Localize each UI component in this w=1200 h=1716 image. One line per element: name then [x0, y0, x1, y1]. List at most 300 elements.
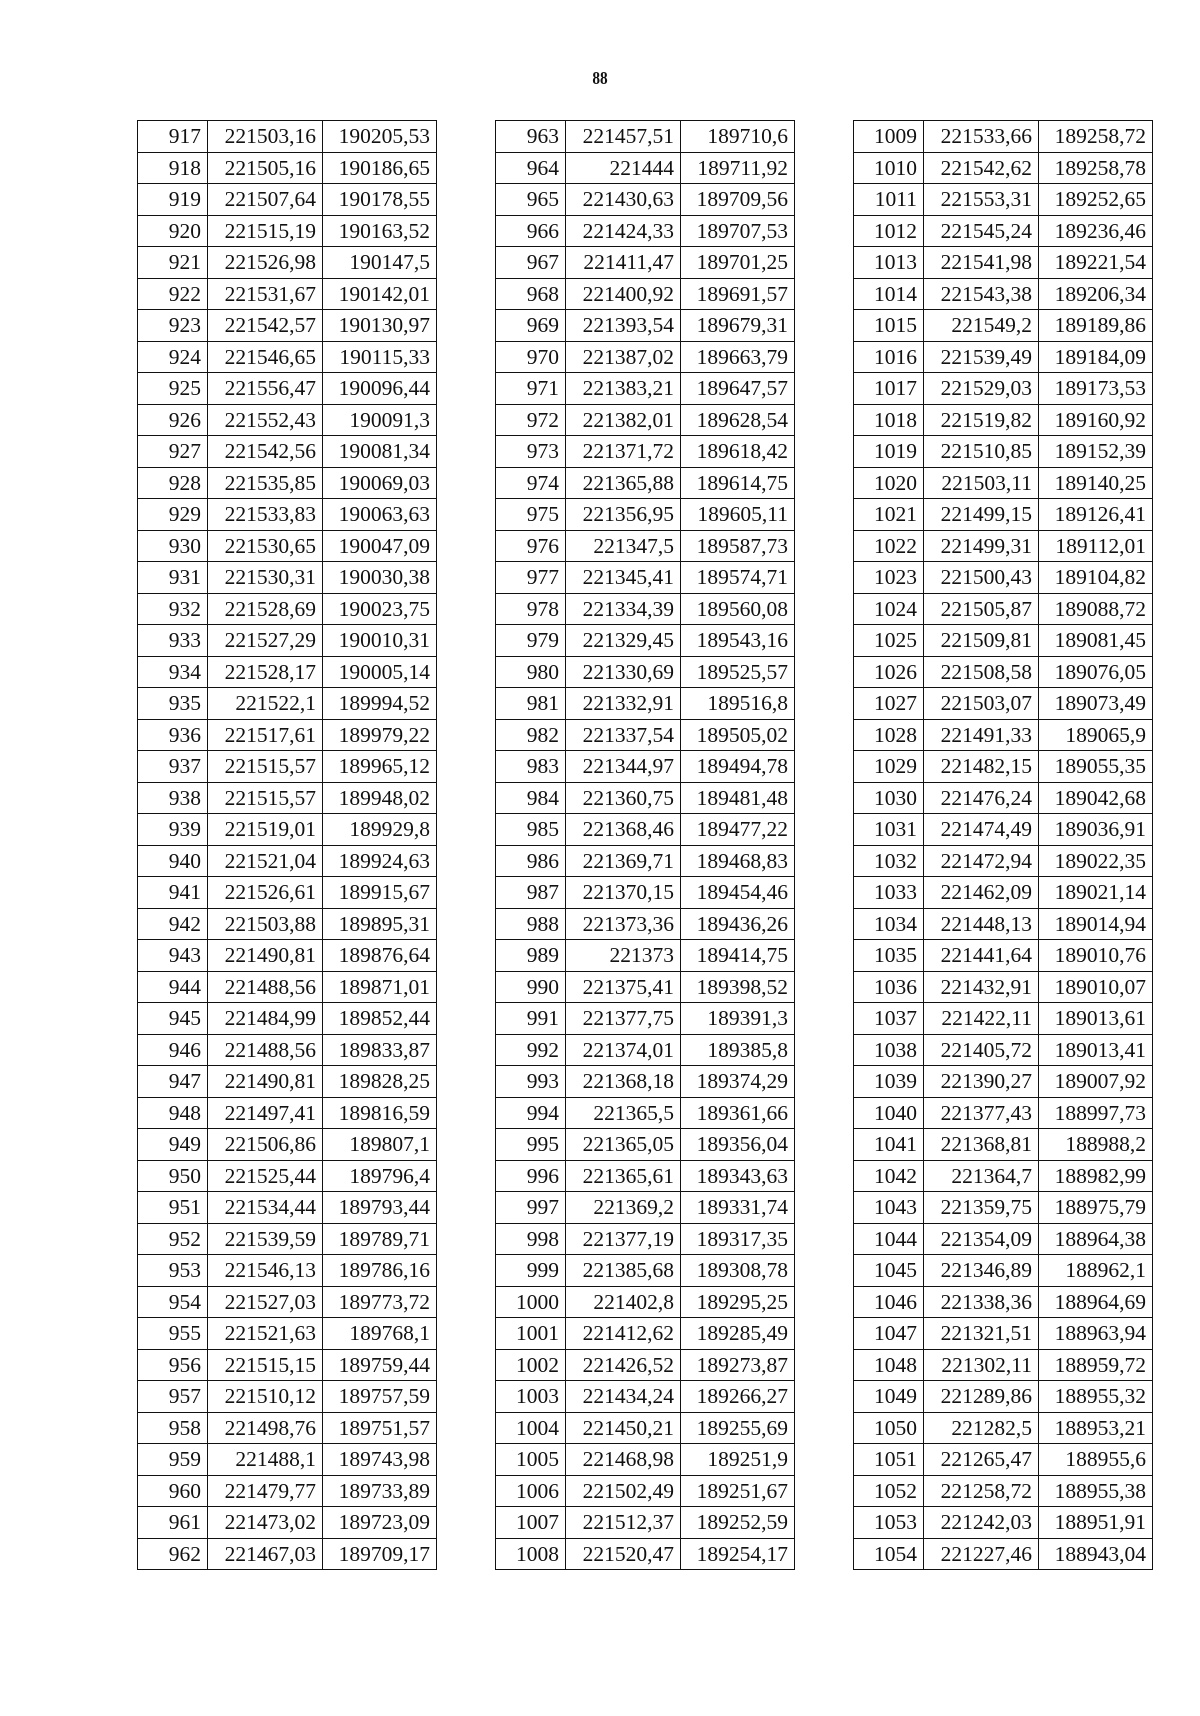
- table-row: [138, 404, 437, 436]
- table-row: [138, 1507, 437, 1539]
- table-row: [854, 1223, 1153, 1255]
- x-coordinate-cell: 221448,13: [924, 908, 1039, 940]
- table-row: [854, 1286, 1153, 1318]
- table-row: [138, 373, 437, 405]
- point-number-cell: 1051: [854, 1444, 924, 1476]
- table-row: [854, 215, 1153, 247]
- x-coordinate-cell: 221519,01: [208, 814, 323, 846]
- table-row: [138, 184, 437, 216]
- x-coordinate-cell: 221515,57: [208, 751, 323, 783]
- point-number-cell: 1005: [496, 1444, 566, 1476]
- x-coordinate-cell: 221499,15: [924, 499, 1039, 531]
- table-row: [854, 782, 1153, 814]
- x-coordinate-cell: 221377,19: [566, 1223, 681, 1255]
- y-coordinate-cell: 189081,45: [1039, 625, 1153, 657]
- x-coordinate-cell: 221505,87: [924, 593, 1039, 625]
- x-coordinate-cell: 221541,98: [924, 247, 1039, 279]
- x-coordinate-cell: 221412,62: [566, 1318, 681, 1350]
- x-coordinate-cell: 221321,51: [924, 1318, 1039, 1350]
- y-coordinate-cell: 188955,32: [1039, 1381, 1153, 1413]
- point-number-cell: 946: [138, 1034, 208, 1066]
- point-number-cell: 917: [138, 121, 208, 153]
- y-coordinate-cell: 189255,69: [681, 1412, 795, 1444]
- table-row: [854, 940, 1153, 972]
- table-row: [854, 1475, 1153, 1507]
- x-coordinate-cell: 221360,75: [566, 782, 681, 814]
- y-coordinate-cell: 189786,16: [323, 1255, 437, 1287]
- point-number-cell: 1025: [854, 625, 924, 657]
- x-coordinate-cell: 221528,17: [208, 656, 323, 688]
- table-row: [854, 1129, 1153, 1161]
- x-coordinate-cell: 221534,44: [208, 1192, 323, 1224]
- point-number-cell: 921: [138, 247, 208, 279]
- point-number-cell: 948: [138, 1097, 208, 1129]
- point-number-cell: 1049: [854, 1381, 924, 1413]
- y-coordinate-cell: 189331,74: [681, 1192, 795, 1224]
- table-row: [138, 247, 437, 279]
- x-coordinate-cell: 221531,67: [208, 278, 323, 310]
- x-coordinate-cell: 221400,92: [566, 278, 681, 310]
- y-coordinate-cell: 189173,53: [1039, 373, 1153, 405]
- y-coordinate-cell: 190115,33: [323, 341, 437, 373]
- point-number-cell: 1020: [854, 467, 924, 499]
- y-coordinate-cell: 189516,8: [681, 688, 795, 720]
- point-number-cell: 1021: [854, 499, 924, 531]
- y-coordinate-cell: 189915,67: [323, 877, 437, 909]
- point-number-cell: 1027: [854, 688, 924, 720]
- point-number-cell: 1023: [854, 562, 924, 594]
- point-number-cell: 989: [496, 940, 566, 972]
- point-number-cell: 1001: [496, 1318, 566, 1350]
- x-coordinate-cell: 221498,76: [208, 1412, 323, 1444]
- table-row: [138, 1034, 437, 1066]
- table-row: [496, 877, 795, 909]
- table-row: [854, 1538, 1153, 1570]
- table-row: [138, 814, 437, 846]
- x-coordinate-cell: 221373,36: [566, 908, 681, 940]
- table-row: [854, 877, 1153, 909]
- x-coordinate-cell: 221334,39: [566, 593, 681, 625]
- y-coordinate-cell: 189587,73: [681, 530, 795, 562]
- table-row: [138, 530, 437, 562]
- x-coordinate-cell: 221337,54: [566, 719, 681, 751]
- x-coordinate-cell: 221356,95: [566, 499, 681, 531]
- y-coordinate-cell: 190069,03: [323, 467, 437, 499]
- x-coordinate-cell: 221282,5: [924, 1412, 1039, 1444]
- x-coordinate-cell: 221374,01: [566, 1034, 681, 1066]
- point-number-cell: 1033: [854, 877, 924, 909]
- table-row: [854, 719, 1153, 751]
- x-coordinate-cell: 221365,05: [566, 1129, 681, 1161]
- y-coordinate-cell: 189251,67: [681, 1475, 795, 1507]
- y-coordinate-cell: 190091,3: [323, 404, 437, 436]
- point-number-cell: 1007: [496, 1507, 566, 1539]
- table-row: [854, 404, 1153, 436]
- point-number-cell: 935: [138, 688, 208, 720]
- x-coordinate-cell: 221377,75: [566, 1003, 681, 1035]
- y-coordinate-cell: 189796,4: [323, 1160, 437, 1192]
- point-number-cell: 994: [496, 1097, 566, 1129]
- x-coordinate-cell: 221405,72: [924, 1034, 1039, 1066]
- point-number-cell: 979: [496, 625, 566, 657]
- x-coordinate-cell: 221344,97: [566, 751, 681, 783]
- point-number-cell: 971: [496, 373, 566, 405]
- x-coordinate-cell: 221387,02: [566, 341, 681, 373]
- x-coordinate-cell: 221510,12: [208, 1381, 323, 1413]
- y-coordinate-cell: 189895,31: [323, 908, 437, 940]
- table-row: [496, 562, 795, 594]
- y-coordinate-cell: 189055,35: [1039, 751, 1153, 783]
- y-coordinate-cell: 189374,29: [681, 1066, 795, 1098]
- point-number-cell: 924: [138, 341, 208, 373]
- point-number-cell: 1046: [854, 1286, 924, 1318]
- x-coordinate-cell: 221549,2: [924, 310, 1039, 342]
- y-coordinate-cell: 189088,72: [1039, 593, 1153, 625]
- table-row: [138, 1538, 437, 1570]
- y-coordinate-cell: 189618,42: [681, 436, 795, 468]
- table-row: [496, 310, 795, 342]
- y-coordinate-cell: 189852,44: [323, 1003, 437, 1035]
- y-coordinate-cell: 189385,8: [681, 1034, 795, 1066]
- point-number-cell: 931: [138, 562, 208, 594]
- x-coordinate-cell: 221365,61: [566, 1160, 681, 1192]
- table-row: [138, 719, 437, 751]
- y-coordinate-cell: 189254,17: [681, 1538, 795, 1570]
- y-coordinate-cell: 189924,63: [323, 845, 437, 877]
- table-row: [496, 1444, 795, 1476]
- x-coordinate-cell: 221526,61: [208, 877, 323, 909]
- y-coordinate-cell: 189112,01: [1039, 530, 1153, 562]
- point-number-cell: 928: [138, 467, 208, 499]
- point-number-cell: 923: [138, 310, 208, 342]
- y-coordinate-cell: 188964,69: [1039, 1286, 1153, 1318]
- point-number-cell: 1036: [854, 971, 924, 1003]
- table-row: [138, 121, 437, 153]
- table-row: [138, 1286, 437, 1318]
- table-row: [854, 593, 1153, 625]
- x-coordinate-cell: 221503,88: [208, 908, 323, 940]
- point-number-cell: 938: [138, 782, 208, 814]
- x-coordinate-cell: 221556,47: [208, 373, 323, 405]
- table-row: [854, 341, 1153, 373]
- x-coordinate-cell: 221543,38: [924, 278, 1039, 310]
- table-row: [854, 467, 1153, 499]
- y-coordinate-cell: 189543,16: [681, 625, 795, 657]
- table-row: [138, 1318, 437, 1350]
- x-coordinate-cell: 221373: [566, 940, 681, 972]
- x-coordinate-cell: 221490,81: [208, 1066, 323, 1098]
- point-number-cell: 934: [138, 656, 208, 688]
- point-number-cell: 926: [138, 404, 208, 436]
- x-coordinate-cell: 221482,15: [924, 751, 1039, 783]
- table-row: [138, 1223, 437, 1255]
- point-number-cell: 986: [496, 845, 566, 877]
- y-coordinate-cell: 189628,54: [681, 404, 795, 436]
- y-coordinate-cell: 189793,44: [323, 1192, 437, 1224]
- coordinate-table-1: [137, 120, 437, 1570]
- point-number-cell: 968: [496, 278, 566, 310]
- point-number-cell: 982: [496, 719, 566, 751]
- table-row: [138, 1066, 437, 1098]
- table-row: [496, 404, 795, 436]
- table-row: [854, 845, 1153, 877]
- point-number-cell: 953: [138, 1255, 208, 1287]
- y-coordinate-cell: 189707,53: [681, 215, 795, 247]
- point-number-cell: 1042: [854, 1160, 924, 1192]
- point-number-cell: 973: [496, 436, 566, 468]
- x-coordinate-cell: 221505,16: [208, 152, 323, 184]
- y-coordinate-cell: 189876,64: [323, 940, 437, 972]
- point-number-cell: 1032: [854, 845, 924, 877]
- table-row: [138, 562, 437, 594]
- y-coordinate-cell: 189285,49: [681, 1318, 795, 1350]
- y-coordinate-cell: 189252,65: [1039, 184, 1153, 216]
- y-coordinate-cell: 189663,79: [681, 341, 795, 373]
- point-number-cell: 1037: [854, 1003, 924, 1035]
- table-row: [138, 877, 437, 909]
- x-coordinate-cell: 221370,15: [566, 877, 681, 909]
- table-row: [496, 1097, 795, 1129]
- x-coordinate-cell: 221472,94: [924, 845, 1039, 877]
- table-row: [496, 1003, 795, 1035]
- table-row: [496, 1412, 795, 1444]
- point-number-cell: 951: [138, 1192, 208, 1224]
- x-coordinate-cell: 221530,31: [208, 562, 323, 594]
- x-coordinate-cell: 221468,98: [566, 1444, 681, 1476]
- table-row: [496, 688, 795, 720]
- table-row: [854, 1034, 1153, 1066]
- table-row: [496, 278, 795, 310]
- y-coordinate-cell: 189505,02: [681, 719, 795, 751]
- table-row: [854, 751, 1153, 783]
- table-row: [854, 278, 1153, 310]
- point-number-cell: 932: [138, 593, 208, 625]
- table-row: [496, 908, 795, 940]
- point-number-cell: 991: [496, 1003, 566, 1035]
- x-coordinate-cell: 221521,63: [208, 1318, 323, 1350]
- coordinate-table-2: [495, 120, 795, 1570]
- y-coordinate-cell: 188982,99: [1039, 1160, 1153, 1192]
- y-coordinate-cell: 189710,6: [681, 121, 795, 153]
- y-coordinate-cell: 188963,94: [1039, 1318, 1153, 1350]
- y-coordinate-cell: 189236,46: [1039, 215, 1153, 247]
- point-number-cell: 1034: [854, 908, 924, 940]
- point-number-cell: 940: [138, 845, 208, 877]
- table-row: [854, 1192, 1153, 1224]
- point-number-cell: 975: [496, 499, 566, 531]
- point-number-cell: 955: [138, 1318, 208, 1350]
- x-coordinate-cell: 221553,31: [924, 184, 1039, 216]
- y-coordinate-cell: 189709,17: [323, 1538, 437, 1570]
- y-coordinate-cell: 189073,49: [1039, 688, 1153, 720]
- x-coordinate-cell: 221365,5: [566, 1097, 681, 1129]
- y-coordinate-cell: 189965,12: [323, 751, 437, 783]
- point-number-cell: 1014: [854, 278, 924, 310]
- y-coordinate-cell: 189206,34: [1039, 278, 1153, 310]
- y-coordinate-cell: 189021,14: [1039, 877, 1153, 909]
- table-row: [496, 1318, 795, 1350]
- x-coordinate-cell: 221426,52: [566, 1349, 681, 1381]
- table-row: [138, 1349, 437, 1381]
- x-coordinate-cell: 221506,86: [208, 1129, 323, 1161]
- point-number-cell: 959: [138, 1444, 208, 1476]
- table-row: [138, 1097, 437, 1129]
- point-number-cell: 936: [138, 719, 208, 751]
- point-number-cell: 952: [138, 1223, 208, 1255]
- x-coordinate-cell: 221533,83: [208, 499, 323, 531]
- point-number-cell: 1038: [854, 1034, 924, 1066]
- point-number-cell: 1029: [854, 751, 924, 783]
- point-number-cell: 1018: [854, 404, 924, 436]
- y-coordinate-cell: 189574,71: [681, 562, 795, 594]
- point-number-cell: 945: [138, 1003, 208, 1035]
- table-row: [138, 278, 437, 310]
- point-number-cell: 984: [496, 782, 566, 814]
- table-row: [138, 1412, 437, 1444]
- y-coordinate-cell: 189773,72: [323, 1286, 437, 1318]
- x-coordinate-cell: 221474,49: [924, 814, 1039, 846]
- y-coordinate-cell: 188943,04: [1039, 1538, 1153, 1570]
- table-row: [496, 593, 795, 625]
- x-coordinate-cell: 221488,1: [208, 1444, 323, 1476]
- y-coordinate-cell: 189701,25: [681, 247, 795, 279]
- x-coordinate-cell: 221383,21: [566, 373, 681, 405]
- point-number-cell: 1008: [496, 1538, 566, 1570]
- x-coordinate-cell: 221441,64: [924, 940, 1039, 972]
- y-coordinate-cell: 189733,89: [323, 1475, 437, 1507]
- x-coordinate-cell: 221467,03: [208, 1538, 323, 1570]
- x-coordinate-cell: 221500,43: [924, 562, 1039, 594]
- y-coordinate-cell: 189743,98: [323, 1444, 437, 1476]
- y-coordinate-cell: 190163,52: [323, 215, 437, 247]
- x-coordinate-cell: 221457,51: [566, 121, 681, 153]
- x-coordinate-cell: 221368,81: [924, 1129, 1039, 1161]
- table-row: [496, 341, 795, 373]
- table-row: [496, 751, 795, 783]
- point-number-cell: 1035: [854, 940, 924, 972]
- x-coordinate-cell: 221517,61: [208, 719, 323, 751]
- table-row: [496, 1507, 795, 1539]
- table-row: [854, 1412, 1153, 1444]
- point-number-cell: 970: [496, 341, 566, 373]
- x-coordinate-cell: 221476,24: [924, 782, 1039, 814]
- x-coordinate-cell: 221526,98: [208, 247, 323, 279]
- table-row: [496, 971, 795, 1003]
- table-row: [138, 436, 437, 468]
- x-coordinate-cell: 221369,71: [566, 845, 681, 877]
- point-number-cell: 996: [496, 1160, 566, 1192]
- x-coordinate-cell: 221368,46: [566, 814, 681, 846]
- y-coordinate-cell: 189828,25: [323, 1066, 437, 1098]
- table-row: [854, 1066, 1153, 1098]
- y-coordinate-cell: 189013,41: [1039, 1034, 1153, 1066]
- x-coordinate-cell: 221371,72: [566, 436, 681, 468]
- table-row: [854, 121, 1153, 153]
- y-coordinate-cell: 189560,08: [681, 593, 795, 625]
- table-row: [138, 215, 437, 247]
- y-coordinate-cell: 190178,55: [323, 184, 437, 216]
- y-coordinate-cell: 189356,04: [681, 1129, 795, 1161]
- x-coordinate-cell: 221375,41: [566, 971, 681, 1003]
- point-number-cell: 1028: [854, 719, 924, 751]
- y-coordinate-cell: 189391,3: [681, 1003, 795, 1035]
- y-coordinate-cell: 189833,87: [323, 1034, 437, 1066]
- table-row: [496, 499, 795, 531]
- y-coordinate-cell: 189104,82: [1039, 562, 1153, 594]
- x-coordinate-cell: 221530,65: [208, 530, 323, 562]
- y-coordinate-cell: 189605,11: [681, 499, 795, 531]
- table-row: [496, 467, 795, 499]
- point-number-cell: 1041: [854, 1129, 924, 1161]
- point-number-cell: 1031: [854, 814, 924, 846]
- x-coordinate-cell: 221490,81: [208, 940, 323, 972]
- y-coordinate-cell: 189251,9: [681, 1444, 795, 1476]
- y-coordinate-cell: 190142,01: [323, 278, 437, 310]
- y-coordinate-cell: 189295,25: [681, 1286, 795, 1318]
- point-number-cell: 1053: [854, 1507, 924, 1539]
- x-coordinate-cell: 221479,77: [208, 1475, 323, 1507]
- table-row: [138, 940, 437, 972]
- point-number-cell: 965: [496, 184, 566, 216]
- x-coordinate-cell: 221424,33: [566, 215, 681, 247]
- table-row: [854, 1381, 1153, 1413]
- table-row: [854, 625, 1153, 657]
- table-row: [496, 814, 795, 846]
- y-coordinate-cell: 189709,56: [681, 184, 795, 216]
- point-number-cell: 1015: [854, 310, 924, 342]
- x-coordinate-cell: 221535,85: [208, 467, 323, 499]
- table-row: [138, 1475, 437, 1507]
- y-coordinate-cell: 190023,75: [323, 593, 437, 625]
- table-row: [138, 1381, 437, 1413]
- x-coordinate-cell: 221345,41: [566, 562, 681, 594]
- page-number: 88: [592, 68, 608, 88]
- y-coordinate-cell: 188953,21: [1039, 1412, 1153, 1444]
- point-number-cell: 997: [496, 1192, 566, 1224]
- table-row: [138, 656, 437, 688]
- x-coordinate-cell: 221359,75: [924, 1192, 1039, 1224]
- table-row: [854, 1444, 1153, 1476]
- point-number-cell: 947: [138, 1066, 208, 1098]
- y-coordinate-cell: 189007,92: [1039, 1066, 1153, 1098]
- y-coordinate-cell: 188955,6: [1039, 1444, 1153, 1476]
- table-row: [496, 1192, 795, 1224]
- point-number-cell: 960: [138, 1475, 208, 1507]
- table-row: [854, 908, 1153, 940]
- x-coordinate-cell: 221385,68: [566, 1255, 681, 1287]
- x-coordinate-cell: 221515,19: [208, 215, 323, 247]
- table-row: [854, 1160, 1153, 1192]
- table-row: [854, 1097, 1153, 1129]
- x-coordinate-cell: 221552,43: [208, 404, 323, 436]
- table-row: [496, 1255, 795, 1287]
- y-coordinate-cell: 189948,02: [323, 782, 437, 814]
- y-coordinate-cell: 189979,22: [323, 719, 437, 751]
- point-number-cell: 972: [496, 404, 566, 436]
- y-coordinate-cell: 190186,65: [323, 152, 437, 184]
- x-coordinate-cell: 221497,41: [208, 1097, 323, 1129]
- table-row: [854, 1349, 1153, 1381]
- y-coordinate-cell: 189013,61: [1039, 1003, 1153, 1035]
- table-row: [138, 152, 437, 184]
- y-coordinate-cell: 189022,35: [1039, 845, 1153, 877]
- table-row: [496, 719, 795, 751]
- point-number-cell: 990: [496, 971, 566, 1003]
- point-number-cell: 1039: [854, 1066, 924, 1098]
- point-number-cell: 1054: [854, 1538, 924, 1570]
- point-number-cell: 1017: [854, 373, 924, 405]
- point-number-cell: 981: [496, 688, 566, 720]
